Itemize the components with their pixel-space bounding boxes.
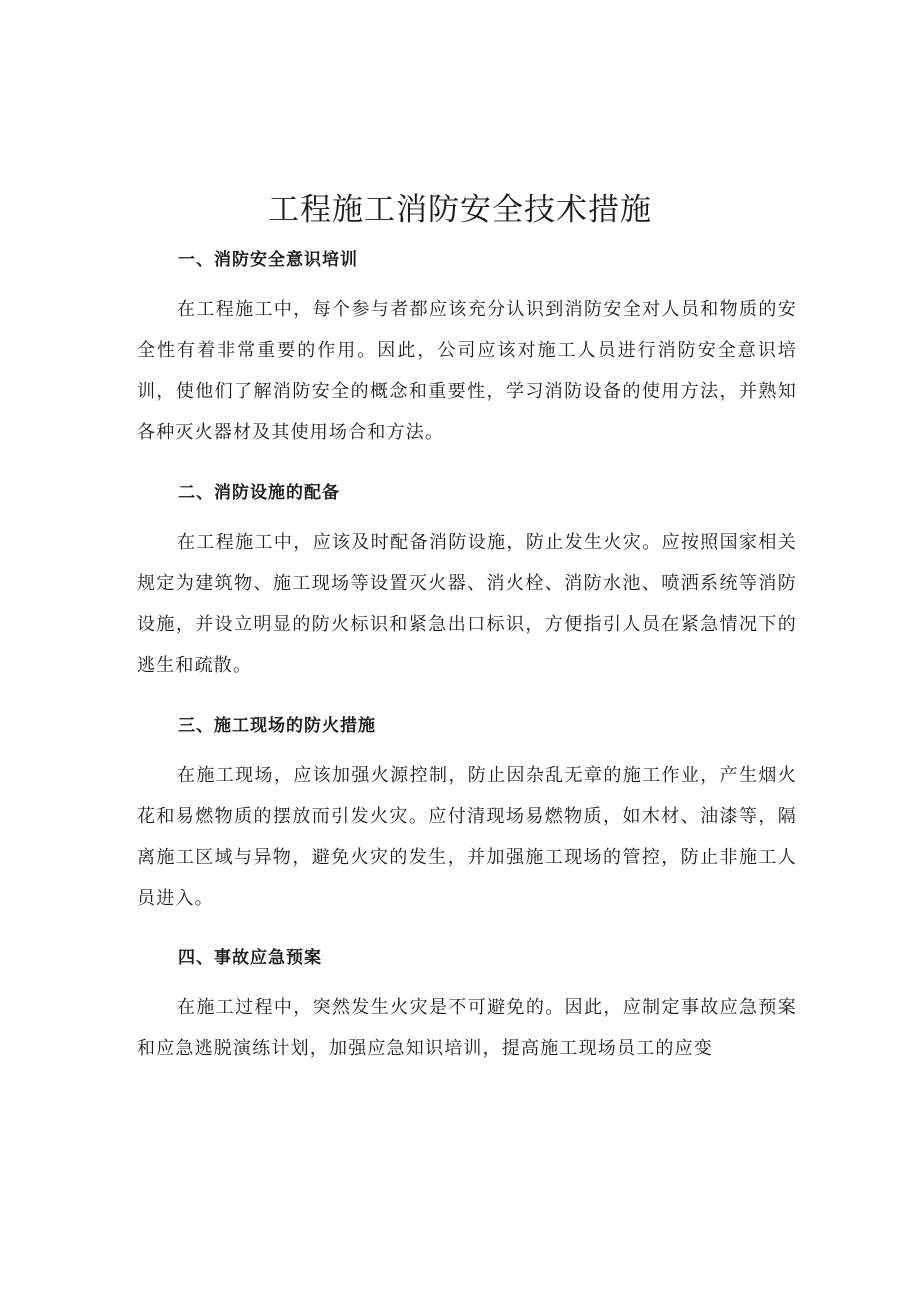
section-body-1: 在工程施工中，每个参与者都应该充分认识到消防安全对人员和物质的安全性有着非常重要的作用。因此，公司应该对施工人员进行消防安全意识培训，使他们了解消防安全的概念和重要性，学习消防设备的使用方法，并熟知各种灭火器材及其使用场合和方法。 (137, 299, 797, 443)
section-body-2: 在工程施工中，应该及时配备消防设施，防止发生火灾。应按照国家相关规定为建筑物、施工现场等设置灭火器、消火栓、消防水池、喷洒系统等消防设施，并设立明显的防火标识和紧急出口标识，方便指引人员在紧急情况下的逃生和疏散。 (137, 532, 797, 676)
section-heading-3: 三、施工现场的防火措施 (178, 716, 376, 736)
section-heading-2: 二、消防设施的配备 (178, 483, 340, 503)
document-title: 工程施工消防安全技术措施 (268, 192, 652, 228)
section-body-3: 在施工现场，应该加强火源控制，防止因杂乱无章的施工作业，产生烟火花和易燃物质的摆放而引发火灾。应付清现场易燃物质，如木材、油漆等，隔离施工区域与异物，避免火灾的发生，并加强施工现场的管控，防止非施工人员进入。 (137, 765, 797, 909)
section-heading-4: 四、事故应急预案 (178, 948, 322, 968)
section-heading-1: 一、消防安全意识培训 (178, 250, 358, 270)
section-body-4: 在施工过程中，突然发生火灾是不可避免的。因此，应制定事故应急预案和应急逃脱演练计划，加强应急知识培训，提高施工现场员工的应变 (137, 997, 797, 1059)
